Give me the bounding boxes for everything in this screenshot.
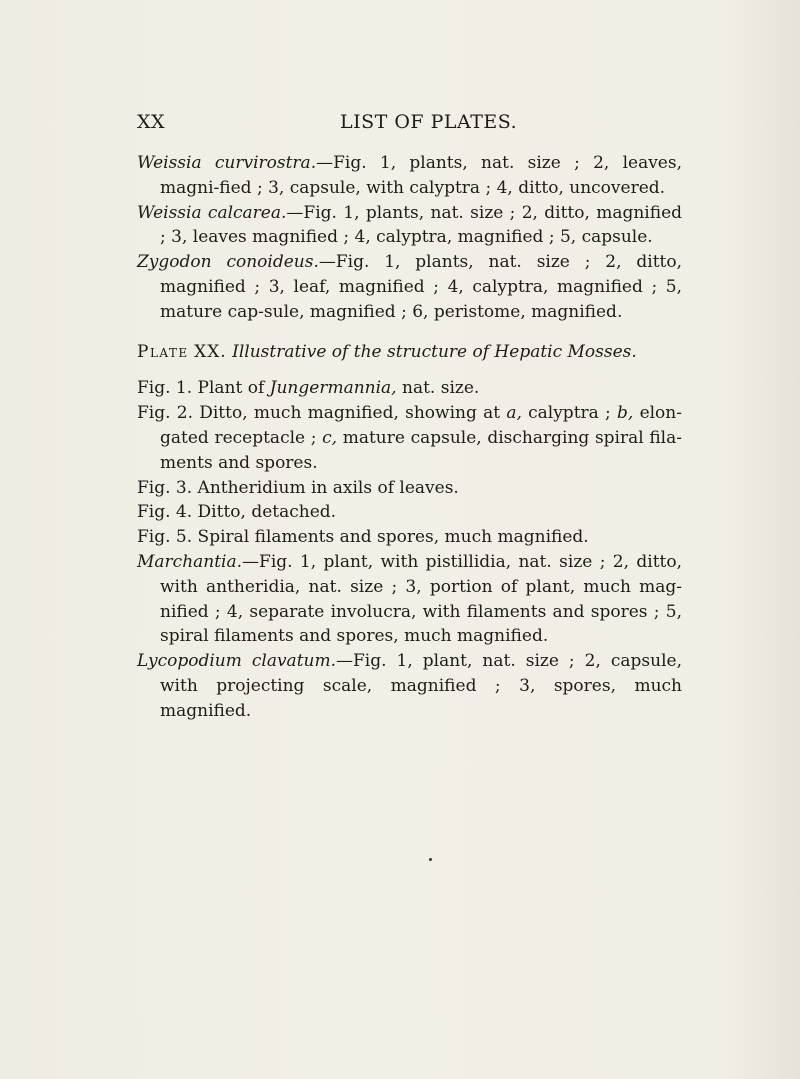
figure-5: Fig. 5. Spiral filaments and spores, much magnified. bbox=[137, 527, 589, 548]
species-name: Weissia calcarea. bbox=[137, 202, 287, 223]
figure-3: Fig. 3. Antheridium in axils of leaves. bbox=[137, 477, 459, 498]
entry-text: —Fig. 1, plants, nat. size ; 2, leaves, magni-fied ; 3, capsule, with calyptra ; 4, ditto, uncovered. bbox=[160, 153, 682, 198]
figure-text: mature capsule, discharging spiral fila-ments and spores. bbox=[160, 427, 682, 473]
figure-letter: b, bbox=[617, 403, 634, 424]
plate-title: Illustrative of the structure of Hepatic Mosses. bbox=[232, 341, 637, 362]
species-name: Weissia curvirostra. bbox=[137, 153, 317, 173]
page-folio: XX bbox=[137, 111, 166, 133]
figure-letter: a, bbox=[506, 403, 522, 424]
figure-text: Fig. 1. Plant of bbox=[137, 378, 270, 399]
plate-list bbox=[137, 151, 682, 724]
entry-weissia-curvirostra bbox=[137, 151, 682, 201]
page-header bbox=[137, 111, 680, 137]
figure-text: Fig. 2. Ditto, much magnified, showing at bbox=[137, 403, 507, 424]
plate-heading bbox=[137, 340, 682, 365]
entry-text: —Fig. 1, plant, nat. size ; 2, capsule, with projecting scale, magnified ; 3, spores, much magnified. bbox=[160, 651, 682, 721]
entry-lycopodium-clavatum bbox=[137, 649, 682, 723]
figure-2 bbox=[137, 401, 682, 475]
entry-text: —Fig. 1, plant, with pistillidia, nat. size ; 2, ditto, with antheridia, nat. size ; 3, portion of plant, much mag-nified ; 4, separate involucra, with filaments and spores ; 5, spiral filaments and spores, much magnified. bbox=[160, 551, 682, 647]
figure-text: nat. size. bbox=[396, 378, 480, 399]
figure-text: elon-gated receptacle ; bbox=[160, 403, 682, 448]
entry-text: —Fig. 1, plants, nat. size ; 2, ditto, magnified ; 3, leaf, magnified ; 4, calyptra, magnified ; 5, mature cap-sule, magnified ; 6, peristome, magnified. bbox=[160, 252, 682, 322]
plate-label: Plate bbox=[137, 341, 189, 362]
entry-marchantia bbox=[137, 550, 682, 649]
figure-text: calyptra ; bbox=[521, 403, 618, 424]
entry-text: —Fig. 1, plants, nat. size ; 2, ditto, magnified ; 3, leaves magnified ; 4, calyptra, magnified ; 5, capsule. bbox=[160, 202, 683, 248]
figure-letter: c, bbox=[322, 427, 338, 448]
entry-zygodon-conoideus bbox=[137, 250, 682, 324]
species-name: Jungermannia, bbox=[269, 378, 397, 399]
entry-weissia-calcarea bbox=[137, 201, 682, 251]
plate-number: XX. bbox=[194, 341, 227, 362]
ink-speck bbox=[429, 858, 432, 861]
species-name: Marchantia. bbox=[137, 551, 243, 572]
figure-1 bbox=[137, 376, 682, 401]
running-title: LIST OF PLATES. bbox=[340, 111, 518, 133]
species-name: Zygodon conoideus. bbox=[137, 252, 319, 273]
figure-4: Fig. 4. Ditto, detached. bbox=[137, 502, 337, 523]
species-name: Lycopodium clavatum. bbox=[137, 651, 336, 672]
